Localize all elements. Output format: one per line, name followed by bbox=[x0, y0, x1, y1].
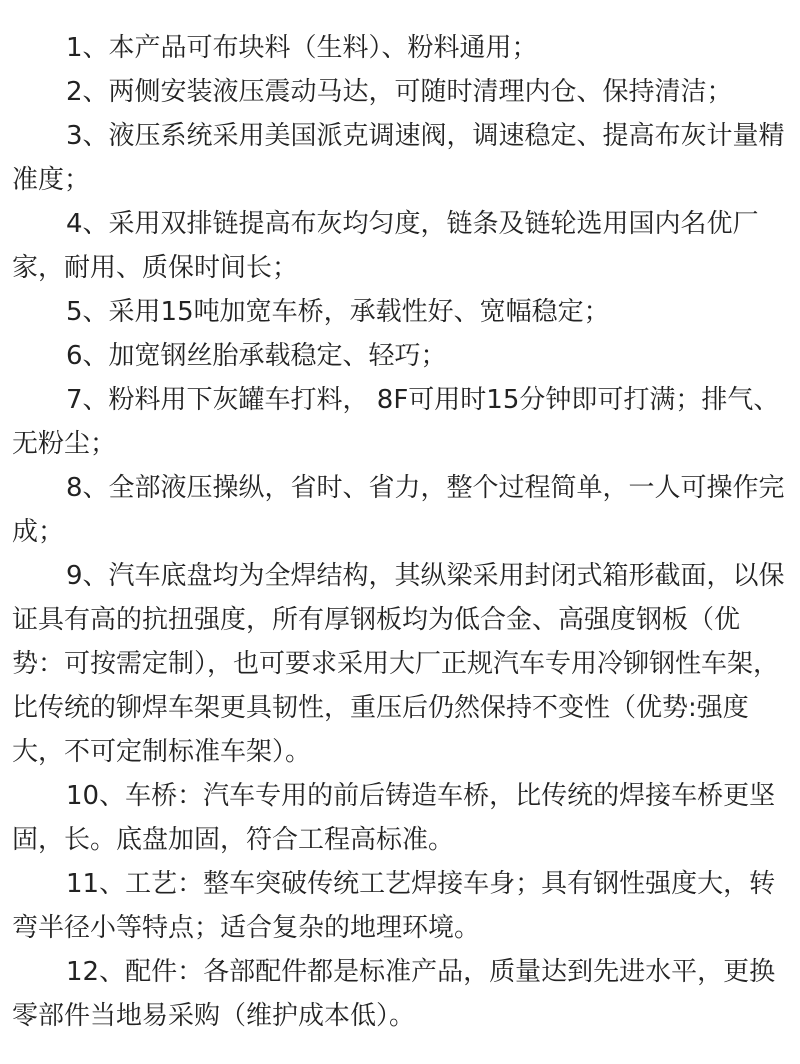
feature-item-11: 11、工艺：整车突破传统工艺焊接车身；具有钢性强度大，转弯半径小等特点；适合复杂的地理环境。 bbox=[12, 869, 776, 943]
feature-item-10: 10、车桥：汽车专用的前后铸造车桥，比传统的焊接车桥更坚固，长。底盘加固，符合工程高标准。 bbox=[12, 781, 776, 855]
feature-item-5: 5、采用15吨加宽车桥，承载性好、宽幅稳定； bbox=[66, 297, 610, 327]
feature-item-1: 1、本产品可布块料（生料）、粉料通用； bbox=[66, 33, 538, 63]
feature-item-7: 7、粉料用下灰罐车打料， 8F可用时15分钟即可打满；排气、无粉尘； bbox=[12, 385, 780, 459]
feature-item-3: 3、液压系统采用美国派克调速阀，调速稳定、提高布灰计量精准度； bbox=[12, 121, 785, 195]
feature-item-6: 6、加宽钢丝胎承载稳定、轻巧； bbox=[66, 341, 447, 371]
feature-item-2: 2、两侧安装液压震动马达，可随时清理内仓、保持清洁； bbox=[66, 77, 733, 107]
feature-item-9: 9、汽车底盘均为全焊结构，其纵梁采用封闭式箱形截面，以保证具有高的抗扭强度，所有厚钢板均为低合金、高强度钢板（优势：可按需定制），也可要求采用大厂正规汽车专用冷铆钢性车架，比传统的铆焊车架更具韧性，重压后仍然保持不变性（优势:强度大，不可定制标准车架）。 bbox=[12, 561, 785, 767]
feature-item-12: 12、配件：各部配件都是标准产品，质量达到先进水平，更换零部件当地易采购（维护成本低）。 bbox=[12, 957, 776, 1031]
feature-item-4: 4、采用双排链提高布灰均匀度，链条及链轮选用国内名优厂家，耐用、质保时间长； bbox=[12, 209, 759, 283]
feature-item-8: 8、全部液压操纵，省时、省力，整个过程简单，一人可操作完成； bbox=[12, 473, 785, 547]
